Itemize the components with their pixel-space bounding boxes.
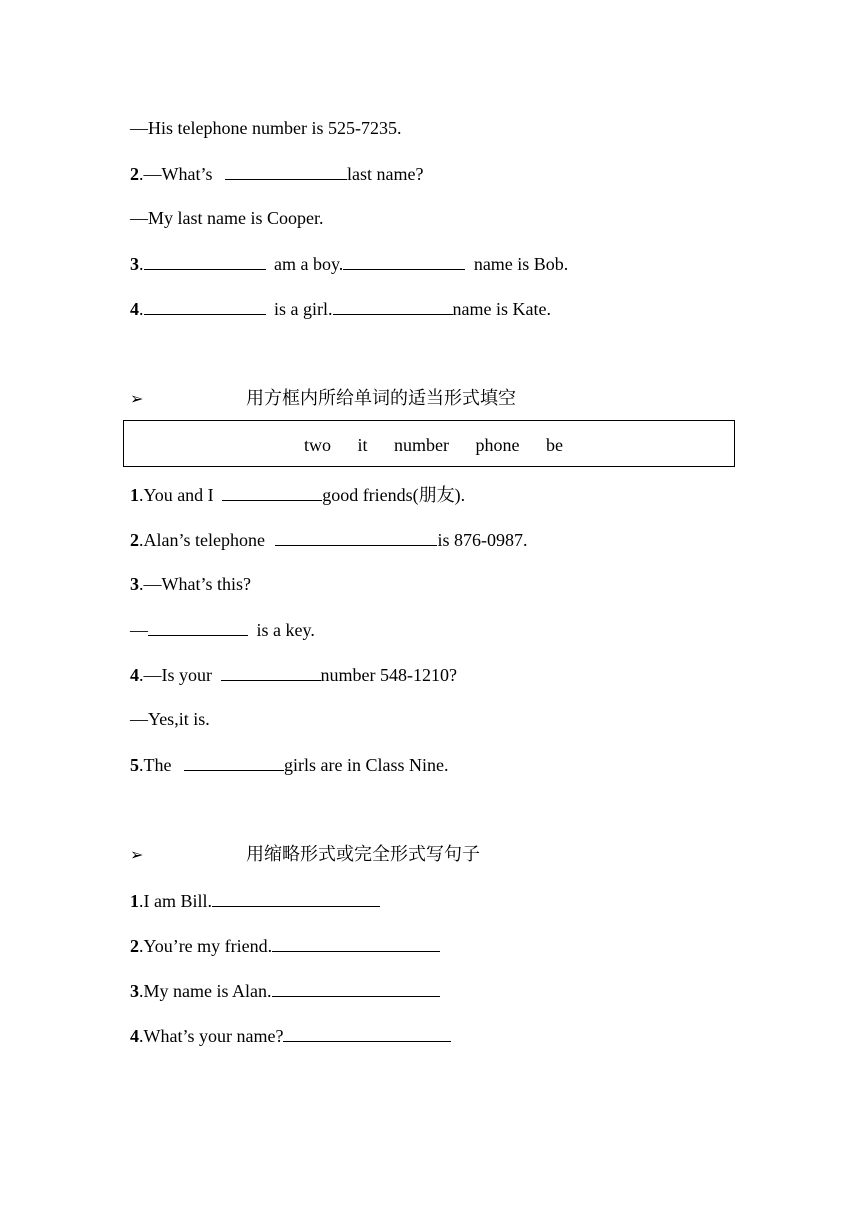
question-text: .My name is Alan. [139,981,272,1001]
question-text-post: name is Bob. [469,254,569,274]
answer-blank[interactable] [225,162,347,180]
section-title: 用方框内所给单词的适当形式填空 [246,388,516,409]
question-number: 1 [130,891,139,911]
question-3 [130,252,568,275]
question-text-mid: is a girl. [269,299,333,319]
question-text-post: number 548-1210? [320,665,457,685]
question-text: .What’s your name? [139,1026,284,1046]
word-bank-item: number [394,435,449,455]
rewrite-question-2 [130,934,440,957]
question-text-pre: . [139,299,144,319]
word-bank-item: be [546,435,563,455]
answer-blank[interactable] [144,297,266,315]
question-text-post: girls are in Class Nine. [283,755,449,775]
question-text-pre: .The [139,755,176,775]
question-text-pre: .—What’s [139,164,217,184]
question-number: 2 [130,936,139,956]
section-heading-fill [130,387,516,410]
question-2 [130,162,423,185]
question-4 [130,297,551,320]
answer-blank[interactable] [272,934,440,952]
answer-blank[interactable] [144,252,266,270]
rewrite-question-4 [130,1024,451,1047]
answer-text: —Yes,it is. [130,709,210,729]
rewrite-question-3 [130,979,440,1002]
question-number: 2 [130,530,139,550]
answer-dash: — [130,620,148,640]
question-text-mid: am a boy. [269,254,344,274]
question-text-pre: .You and I [139,485,219,505]
answer-blank[interactable] [272,979,440,997]
question-number: 1 [130,485,139,505]
question-text-post: name is Kate. [452,299,551,319]
answer-blank[interactable] [343,252,465,270]
question-number: 5 [130,755,139,775]
fill-answer-4 [130,708,210,730]
question-number: 3 [130,254,139,274]
arrow-bullet-icon: ➢ [130,845,144,864]
answer-line [130,117,401,139]
question-text-pre: .Alan’s telephone [139,530,270,550]
answer-text: —His telephone number is 525-7235. [130,118,402,138]
question-text-post: last name? [347,164,424,184]
question-text-post: is 876-0987. [437,530,528,550]
question-text: .—What’s this? [139,574,251,594]
section-title: 用缩略形式或完全形式写句子 [246,844,480,865]
answer-blank[interactable] [221,663,321,681]
question-number: 4 [130,665,139,685]
answer-text-post: is a key. [252,620,315,640]
fill-question-4 [130,663,457,686]
answer-blank[interactable] [333,297,453,315]
word-bank [304,434,585,456]
question-text-pre: . [139,254,144,274]
question-number: 3 [130,574,139,594]
question-text-post: good friends(朋友). [322,485,466,505]
question-number: 4 [130,1026,139,1046]
question-text: .You’re my friend. [139,936,273,956]
question-number: 3 [130,981,139,1001]
fill-question-5 [130,753,448,776]
section-heading-rewrite [130,843,480,866]
question-number: 2 [130,164,139,184]
word-bank-item: phone [475,435,520,455]
answer-blank[interactable] [275,528,437,546]
answer-blank[interactable] [212,889,380,907]
arrow-bullet-icon: ➢ [130,389,144,408]
word-bank-box [123,420,735,467]
fill-question-3 [130,573,251,595]
answer-blank[interactable] [222,483,322,501]
answer-line [130,207,323,229]
answer-text: —My last name is Cooper. [130,208,324,228]
fill-answer-3 [130,618,315,641]
word-bank-item: it [357,435,368,455]
question-number: 4 [130,299,139,319]
answer-blank[interactable] [283,1024,451,1042]
fill-question-2 [130,528,527,551]
question-text: .I am Bill. [139,891,212,911]
answer-blank[interactable] [184,753,284,771]
rewrite-question-1 [130,889,380,912]
fill-question-1 [130,483,465,506]
answer-blank[interactable] [148,618,248,636]
question-text-pre: .—Is your [139,665,217,685]
word-bank-item: two [304,435,331,455]
